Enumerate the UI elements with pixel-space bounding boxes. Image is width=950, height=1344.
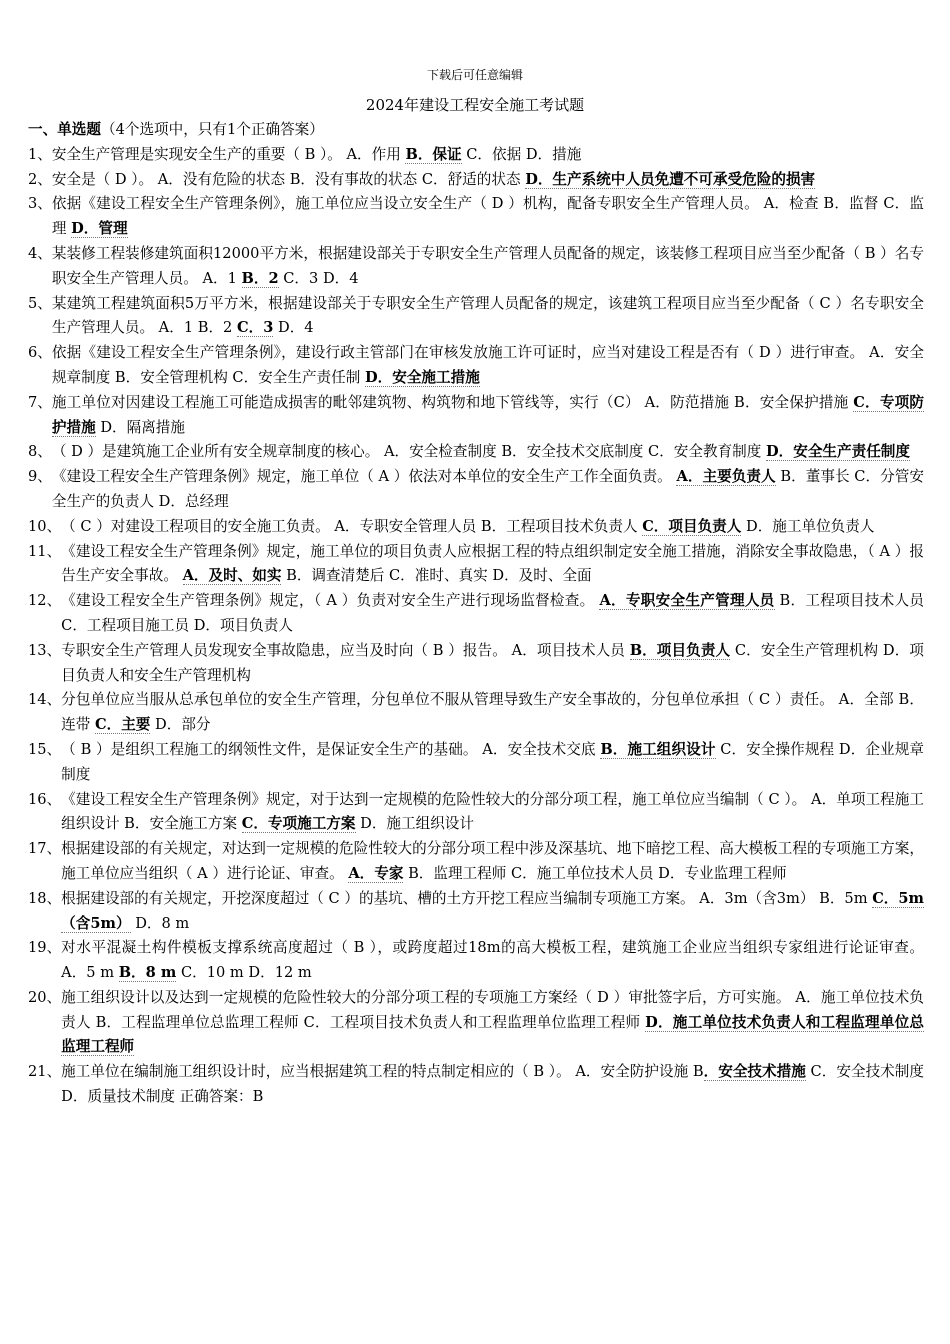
correct-answer: A．主要负责人 bbox=[676, 468, 776, 486]
correct-answer: C．3 bbox=[237, 319, 274, 337]
question-item bbox=[28, 440, 924, 465]
question-number: 5、 bbox=[28, 294, 52, 312]
question-text bbox=[52, 391, 924, 441]
question-text-segment: D．施工单位负责人 bbox=[741, 517, 875, 535]
question-text-segment: 根据建设部的有关规定，开挖深度超过（ C ）的基坑、槽的土方开挖工程应当编制专项施工方案。 A．3m（含3m） B．5m bbox=[61, 889, 873, 907]
questions-container bbox=[28, 143, 924, 1110]
question-text-segment: 依据《建设工程安全生产管理条例》，施工单位应当设立安全生产（ D ）机构，配备专职安全生产管理人员。 A．检查 B．监督 C．监理 bbox=[51, 195, 924, 238]
correct-answer: C．项目负责人 bbox=[642, 517, 742, 535]
correct-answer: B．8 m bbox=[118, 964, 177, 982]
question-text-segment: B．监理工程师 C．施工单位技术人员 D．专业监理工程师 bbox=[403, 864, 787, 882]
correct-answer: D．管理 bbox=[71, 220, 128, 238]
question-text-segment: C．安全操作规程 D．企业规章制度 bbox=[61, 740, 925, 783]
question-text-segment: D．隔离措施 bbox=[95, 418, 185, 436]
question-item bbox=[28, 1060, 924, 1110]
question-text-segment: 依据《建设工程安全生产管理条例》，建设行政主管部门在审核发放施工许可证时，应当对建设工程是否有（ D ）进行审查。 A．安全规章制度 B．安全管理机构 C．安全生产责任制 bbox=[51, 344, 924, 386]
question-text bbox=[52, 168, 924, 193]
question-number: 13、 bbox=[28, 641, 62, 659]
question-item bbox=[28, 292, 924, 342]
question-text-segment: D．4 bbox=[273, 319, 314, 337]
question-text-segment: C．依据 D．措施 bbox=[461, 145, 582, 163]
correct-answer: B．项目负责人 bbox=[629, 641, 731, 659]
question-text-segment: 安全是（ D ）。 A．没有危险的状态 B．没有事故的状态 C．舒适的状态 bbox=[51, 170, 526, 188]
question-item bbox=[28, 540, 924, 590]
question-number: 21、 bbox=[28, 1063, 62, 1081]
question-text-segment: 《建设工程安全生产管理条例》规定，施工单位（ A ）依法对本单位的安全生产工作全面负责。 bbox=[51, 468, 677, 486]
question-text-segment: （ C ）对建设工程项目的安全施工负责。 A．专职安全管理人员 B．工程项目技术负责人 bbox=[61, 517, 643, 535]
correct-answer: B．施工组织设计 bbox=[600, 740, 716, 758]
question-number: 20、 bbox=[28, 988, 62, 1006]
question-item bbox=[28, 143, 924, 168]
question-text-segment: 分包单位应当服从总承包单位的安全生产管理，分包单位不服从管理导致生产安全事故的，分包单位承担（ C ）责任。 A．全部 B．连带 bbox=[61, 691, 924, 734]
question-text-segment: 根据建设部的有关规定，对达到一定规模的危险性较大的分部分项工程中涉及深基坑、地下暗挖工程、高大模板工程的专项施工方案，施工单位应当组织（ A ）进行论证、审查。 bbox=[61, 840, 924, 882]
question-number: 2、 bbox=[28, 170, 52, 188]
question-text bbox=[61, 887, 924, 937]
question-text-segment: 某装修工程装修建筑面积12000平方米，根据建设部关于专职安全生产管理人员配备的规定，该装修工程项目应当至少配备（ B ）名专职安全生产管理人员。 A．1 bbox=[51, 244, 924, 287]
question-item bbox=[28, 936, 924, 986]
question-text bbox=[61, 589, 924, 639]
question-text bbox=[61, 639, 924, 689]
question-text bbox=[61, 540, 924, 590]
question-list bbox=[28, 118, 924, 1110]
question-number: 15、 bbox=[28, 740, 62, 758]
question-text-segment: 安全生产管理是实现安全生产的重要（ B ）。 A．作用 bbox=[51, 145, 406, 163]
question-text bbox=[52, 341, 924, 391]
question-item bbox=[28, 788, 924, 838]
question-text-segment: 《建设工程安全生产管理条例》规定，施工单位的项目负责人应根据工程的特点组织制定安全施工措施，消除安全事故隐患，（ A ）报告生产安全事故。 bbox=[61, 542, 924, 585]
question-number: 3、 bbox=[28, 195, 52, 213]
question-item bbox=[28, 341, 924, 391]
question-text-segment: C．安全生产管理机构 D．项目负责人和安全生产管理机构 bbox=[61, 641, 924, 684]
question-number: 14、 bbox=[28, 691, 62, 709]
question-text-segment: C．10 m D．12 m bbox=[176, 964, 312, 982]
correct-answer: A．专职安全生产管理人员 bbox=[599, 592, 775, 610]
question-item bbox=[28, 837, 924, 887]
question-text bbox=[61, 1060, 924, 1110]
question-item bbox=[28, 986, 924, 1060]
question-number: 17、 bbox=[28, 840, 62, 858]
question-text bbox=[52, 440, 924, 465]
question-number: 19、 bbox=[28, 939, 62, 957]
question-text-segment: 某建筑工程建筑面积5万平方米，根据建设部关于专职安全生产管理人员配备的规定，该建筑工程项目应当至少配备（ C ）名专职安全生产管理人员。 A．1 B．2 bbox=[51, 294, 924, 337]
question-text bbox=[52, 242, 924, 292]
section-heading bbox=[28, 118, 924, 143]
correct-answer: C．专项施工方案 bbox=[241, 815, 356, 833]
header-note: 下载后可任意编辑 bbox=[426, 68, 523, 82]
question-text-segment: C．3 D．4 bbox=[278, 269, 359, 287]
question-text bbox=[61, 936, 924, 986]
question-item bbox=[28, 465, 924, 515]
document-title: 2024年建设工程安全施工考试题 bbox=[365, 96, 585, 114]
question-text-segment: 施工组织设计以及达到一定规模的危险性较大的分部分项工程的专项施工方案经（ D ）审批签字后，方可实施。 A．施工单位技术负责人 B．工程监理单位总监理工程师 C．工程项目技术负责人和工程监理单位监理工程师 bbox=[61, 988, 924, 1031]
question-number: 12、 bbox=[28, 592, 62, 610]
correct-answer: B．2 bbox=[241, 269, 279, 287]
question-text bbox=[61, 688, 924, 738]
question-number: 1、 bbox=[28, 145, 52, 163]
section-heading-note: （4个选项中，只有1个正确答案） bbox=[100, 121, 324, 138]
question-text-segment: B．董事长 C．分管安全生产的负责人 D．总经理 bbox=[51, 468, 925, 510]
question-text bbox=[61, 738, 924, 788]
question-text-segment: B．工程项目技术人员 C．工程项目施工员 D．项目负责人 bbox=[61, 592, 924, 634]
correct-answer: ．安全技术措施 bbox=[703, 1063, 806, 1081]
question-text bbox=[61, 986, 924, 1060]
question-number: 6、 bbox=[28, 344, 52, 362]
question-number: 4、 bbox=[28, 244, 52, 262]
question-text bbox=[52, 192, 924, 242]
question-item bbox=[28, 391, 924, 441]
question-text-segment: 专职安全生产管理人员发现安全事故隐患，应当及时向（ B ）报告。 A．项目技术人员 bbox=[61, 641, 630, 659]
correct-answer: C．专项防护措施 bbox=[51, 393, 924, 436]
question-text-segment: B．调查清楚后 C．准时、真实 D．及时、全面 bbox=[281, 567, 592, 585]
correct-answer: A．及时、如实 bbox=[182, 567, 282, 585]
question-text-segment: 施工单位对因建设工程施工可能造成损害的毗邻建筑物、构筑物和地下管线等，实行（C） A．防范措施 B．安全保护措施 bbox=[51, 393, 854, 411]
question-text-segment: 《建设工程安全生产管理条例》规定，（ A ）负责对安全生产进行现场监督检查。 bbox=[61, 592, 600, 610]
question-text-segment: D．施工组织设计 bbox=[355, 815, 474, 833]
question-item bbox=[28, 168, 924, 193]
question-text-segment: 《建设工程安全生产管理条例》规定，对于达到一定规模的危险性较大的分部分项工程，施工单位应当编制（ C ）。 A．单项工程施工组织设计 B．安全施工方案 bbox=[61, 790, 924, 833]
question-text-segment: D．部分 bbox=[150, 716, 211, 734]
question-text bbox=[52, 465, 924, 515]
question-number: 10、 bbox=[28, 517, 62, 535]
correct-answer: C．主要 bbox=[95, 716, 151, 734]
question-text bbox=[61, 515, 924, 540]
question-item bbox=[28, 887, 924, 937]
question-text bbox=[61, 788, 924, 838]
section-heading-label: 一、单选题 bbox=[28, 121, 101, 138]
correct-answer: B．保证 bbox=[405, 145, 462, 163]
question-text bbox=[52, 292, 924, 342]
question-text-segment: C．安全技术制度 D．质量技术制度 正确答案：B bbox=[61, 1063, 924, 1106]
question-item bbox=[28, 515, 924, 540]
correct-answer: D．生产系统中人员免遭不可承受危险的损害 bbox=[525, 170, 816, 188]
correct-answer: D．施工单位技术负责人和工程监理单位总监理工程师 bbox=[61, 1013, 924, 1056]
correct-answer: C．5m（含5m） bbox=[61, 889, 924, 932]
question-item bbox=[28, 688, 924, 738]
question-text-segment: （ D ）是建筑施工企业所有安全规章制度的核心。 A．安全检查制度 B．安全技术交底制度 C．安全教育制度 bbox=[51, 443, 766, 461]
question-text-segment: 施工单位在编制施工组织设计时，应当根据建筑工程的特点制定相应的（ B ）。 A．安全防护设施 B bbox=[61, 1063, 704, 1081]
question-text-segment: （ B ）是组织工程施工的纲领性文件，是保证安全生产的基础。 A．安全技术交底 bbox=[61, 740, 601, 758]
question-item bbox=[28, 639, 924, 689]
question-number: 11、 bbox=[28, 542, 62, 560]
correct-answer: D．安全施工措施 bbox=[364, 368, 480, 386]
question-number: 7、 bbox=[28, 393, 52, 411]
question-text bbox=[61, 837, 924, 887]
question-text bbox=[52, 143, 924, 168]
question-item bbox=[28, 589, 924, 639]
question-number: 8、 bbox=[28, 443, 52, 461]
question-text-segment: 对水平混凝土构件模板支撑系统高度超过（ B ），或跨度超过18m的高大模板工程，建筑施工企业应当组织专家组进行论证审查。 A．5 m bbox=[61, 939, 924, 982]
question-text-segment: D．8 m bbox=[130, 914, 190, 932]
correct-answer: D．安全生产责任制度 bbox=[765, 443, 910, 461]
correct-answer: A．专家 bbox=[348, 864, 404, 882]
question-item bbox=[28, 242, 924, 292]
question-number: 9、 bbox=[28, 468, 52, 486]
question-item bbox=[28, 738, 924, 788]
question-number: 16、 bbox=[28, 790, 62, 808]
question-number: 18、 bbox=[28, 889, 62, 907]
question-item bbox=[28, 192, 924, 242]
